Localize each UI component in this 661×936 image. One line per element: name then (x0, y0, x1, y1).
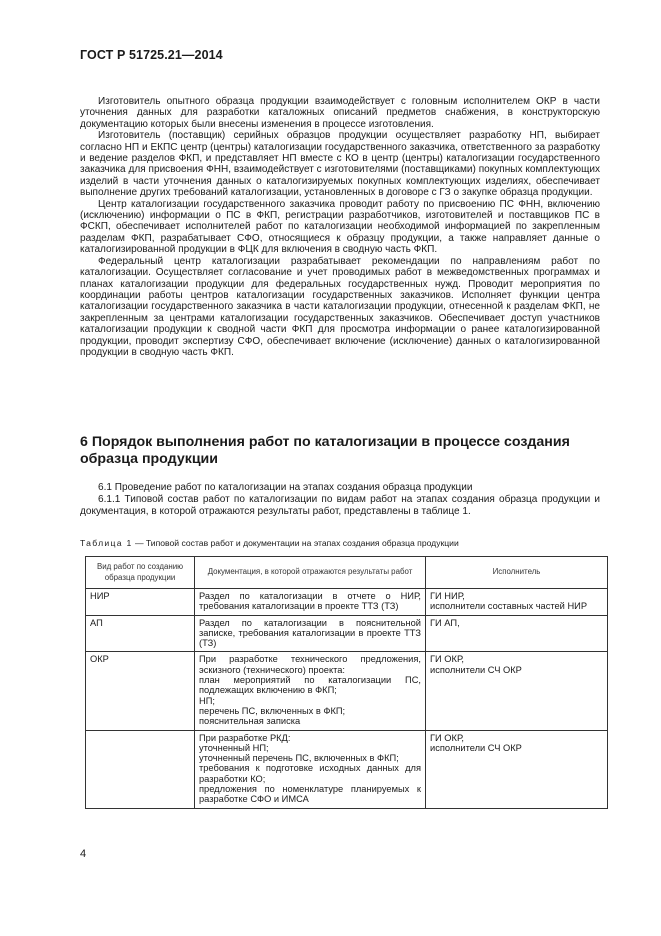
documentation-cell (195, 652, 426, 730)
documentation-line: уточненный НП; (199, 742, 269, 753)
executor-line: ГИ ОКР, (430, 732, 464, 743)
work-type-cell: НИР (86, 589, 195, 616)
table-row (86, 615, 608, 652)
executor-line: ГИ АП, (430, 617, 460, 628)
documentation-line: перечень ПС, включенных в ФКП; (199, 705, 346, 716)
section-title: 6 Порядок выполнения работ по каталогизации в процессе создания образца продукции (80, 434, 570, 467)
paragraph: Изготовитель (поставщик) серийных образцов продукции осуществляет разработку НП, выбирает согласно НП и ЕКПС центр (центры) каталогизации государственного заказчика, ответственного за разработку и ведение разделов ФКП, и представляет НП вместе с КО в центр (центры) каталогизации государственного заказчика для присвоения ФНН, взаимодействует с изготовителями (поставщиками) покупных комплектующих изделий в части уточнения данных о каталогизируемых покупных комплектующих изделиях, обеспечивает выполнение других требований каталогизации, установленных в договоре с ГЗ о закупке образца продукции. (80, 130, 600, 199)
documentation-line: Раздел по каталогизации в пояснительной записке, требования каталогизации в проекте ТТЗ (ТЗ) (199, 617, 421, 649)
executor-line: исполнители составных частей НИР (430, 601, 588, 612)
documentation-line: предложения по номенклатуре планируемых к разработке СФО и ИМСА (199, 784, 421, 805)
work-type-cell (86, 730, 195, 808)
documentation-line: пояснительная записка (199, 716, 301, 727)
documentation-cell (195, 615, 426, 652)
document-header: ГОСТ Р 51725.21—2014 (80, 48, 223, 62)
subsection-paragraph: 6.1.1 Типовой состав работ по каталогизации по видам работ на этапах создания образца продукции и документация, в которой отражаются результаты работ, представлены в таблице 1. (80, 494, 600, 517)
column-header-documentation: Документация, в которой отражаются результаты работ (195, 557, 426, 589)
executor-line: ГИ ОКР, (430, 654, 464, 665)
table-caption-text: — Типовой состав работ и документации на этапах создания образца продукции (134, 538, 459, 548)
documentation-line: Раздел по каталогизации в отчете о НИР, требования каталогизации в проекте ТТЗ (ТЗ) (199, 591, 421, 612)
table-row (86, 652, 608, 730)
body-text (80, 96, 600, 358)
column-header-work-type: Вид работ по созданию образца продукции (86, 557, 195, 589)
table-caption-label: Таблица 1 (80, 538, 133, 548)
executor-cell (426, 652, 608, 730)
documentation-line: требования к подготовке исходных данных для разработки КО; (199, 763, 421, 784)
executor-line: исполнители СЧ ОКР (430, 742, 522, 753)
executor-line: исполнители СЧ ОКР (430, 664, 522, 675)
page-number: 4 (80, 848, 87, 860)
documentation-line: план мероприятий по каталогизации ПС, подлежащих включению в ФКП; (199, 675, 421, 696)
section-body (80, 482, 600, 517)
paragraph: Изготовитель опытного образца продукции взаимодействует с головным исполнителем ОКР в части уточнения данных для разработки каталожных описаний предметов снабжения, в конструкторскую документацию которых были внесены изменения в процессе изготовления. (80, 96, 600, 130)
documentation-line: уточненный перечень ПС, включенных в ФКП; (199, 753, 399, 764)
executor-cell (426, 589, 608, 616)
table-row (86, 589, 608, 616)
documentation-line: НП; (199, 695, 215, 706)
work-type-cell: АП (86, 615, 195, 652)
executor-cell (426, 615, 608, 652)
paragraph: Федеральный центр каталогизации разрабатывает рекомендации по направлениям работ по каталогизации. Осуществляет согласование и учет проводимых работ в межведомственных программах и планах каталогизации продукции для федеральных государственных нужд. Проводит мероприятия по координации работы центров каталогизации государственных заказчиков. Исполняет функции центра каталогизации государственного заказчика в части каталогизации продукции, отнесенной к разделам ФКП, не закрепленным за центрами каталогизации государственных заказчиков. Обеспечивает доступ участников каталогизации продукции к сводной части ФКП для просмотра информации о ранее каталогизированной продукции, проводит экспертизу СФО, обеспечивает включение (исключение) данных о каталогизированной продукции в сводную часть ФКП. (80, 255, 600, 358)
documentation-cell (195, 730, 426, 808)
table-header-row (86, 557, 608, 589)
column-header-executor: Исполнитель (426, 557, 608, 589)
documentation-line: При разработке РКД: (199, 732, 291, 743)
works-table (85, 556, 608, 809)
table-row (86, 730, 608, 808)
executor-line: ГИ НИР, (430, 591, 465, 601)
paragraph: Центр каталогизации государственного заказчика проводит работу по присвоению ПС ФНН, включению (исключению) информации о ПС в ФКП, регистрации разработчиков, изготовителей и поставщиков ПС в ФСКП, обеспечивает исполнителей работ по каталогизации необходимой информацией по закрепленным разделам ФКП, разрабатывает СФО, относящиеся к образцу продукции, а также направляет данные о каталогизированной продукции в ФЦК для включения в сводную часть ФКП. (80, 198, 600, 256)
table-caption (80, 538, 459, 548)
documentation-line: При разработке технического предложения, эскизного (технического) проекта: (199, 654, 421, 675)
subsection-heading: 6.1 Проведение работ по каталогизации на этапах создания образца продукции (98, 482, 473, 493)
executor-cell (426, 730, 608, 808)
documentation-cell (195, 589, 426, 616)
work-type-cell: ОКР (86, 652, 195, 730)
